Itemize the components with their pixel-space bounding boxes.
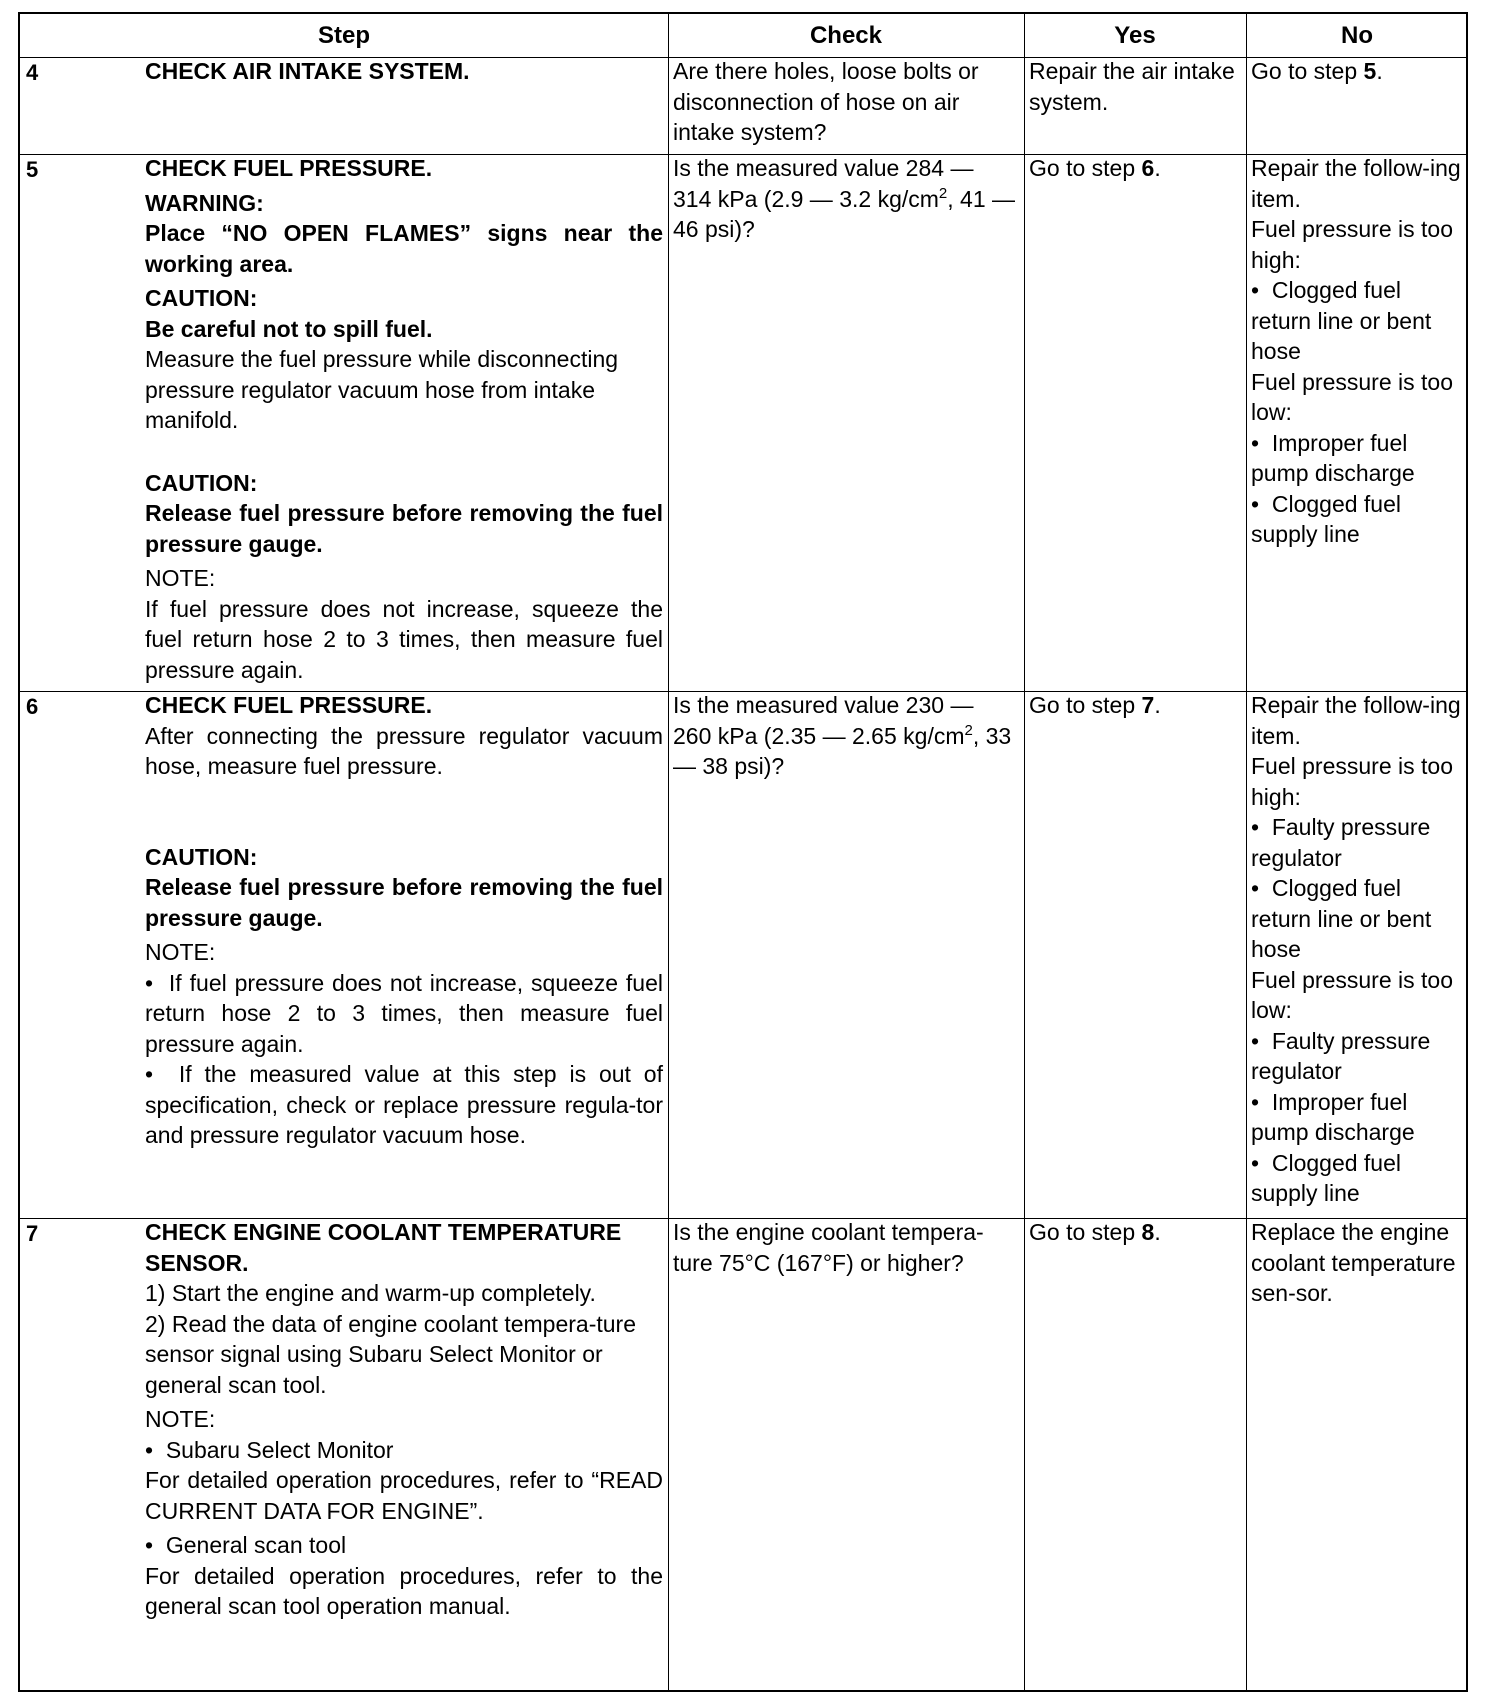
no-bullet: • Clogged fuel supply line	[1251, 489, 1463, 550]
step-number: 7	[26, 1221, 39, 1246]
no-line: Fuel pressure is too low:	[1251, 966, 1453, 1023]
yes-prefix: Go to step	[1029, 1219, 1142, 1245]
note-bullet: • General scan tool	[145, 1530, 663, 1561]
no-bullet: • Faulty pressure regulator	[1251, 1026, 1463, 1087]
yes-action	[1029, 690, 1241, 721]
no-line: Fuel pressure is too low:	[1251, 368, 1453, 425]
check-text: , 41 — 46 psi)?	[673, 185, 1016, 242]
step-title: CHECK ENGINE COOLANT TEMPERATURE SENSOR.	[145, 1219, 622, 1276]
column-divider	[668, 14, 669, 1690]
note-bullet: • If fuel pressure does not increase, squeeze fuel return hose 2 to 3 times, then measure fuel pressure again.	[145, 968, 663, 1060]
caution-text: Release fuel pressure before removing the fuel pressure gauge.	[145, 500, 663, 557]
check-question	[673, 153, 1018, 245]
caution-text: Be careful not to spill fuel.	[145, 315, 433, 342]
no-line: Repair the follow-ing item.	[1251, 155, 1461, 212]
yes-prefix: Go to step	[1029, 692, 1142, 718]
note-text: For detailed operation procedures, refer to the general scan tool operation manual.	[145, 1562, 663, 1619]
no-action: Replace the engine coolant temperature sen-sor.	[1251, 1219, 1456, 1306]
procedure-step: 2) Read the data of engine coolant tempera-ture sensor signal using Subaru Select Monitor or general scan tool.	[145, 1310, 636, 1398]
step-number: 6	[26, 694, 39, 719]
header-step: Step	[317, 21, 370, 49]
step-content	[145, 56, 663, 87]
step-body: After connecting the pressure regulator vacuum hose, measure fuel pressure.	[145, 722, 663, 779]
step-reference: 8	[1141, 1219, 1155, 1245]
note-text: For detailed operation procedures, refer to “READ CURRENT DATA FOR ENGINE”.	[145, 1467, 663, 1524]
check-text: Is the measured value 284 — 314 kPa (2.9 — 3.2 kg/cm	[673, 155, 974, 212]
step-number: 4	[26, 60, 39, 85]
no-bullet: • Improper fuel pump discharge	[1251, 1087, 1463, 1148]
yes-action	[1029, 153, 1241, 184]
caution-text: Release fuel pressure before removing the fuel pressure gauge.	[145, 874, 663, 931]
yes-suffix: .	[1154, 692, 1161, 718]
yes-suffix: .	[1154, 155, 1161, 181]
no-bullet: • Clogged fuel supply line	[1251, 1148, 1463, 1209]
step-title: CHECK FUEL PRESSURE.	[145, 155, 433, 181]
note-bullet: • If the measured value at this step is out of specification, check or replace pressure regula-tor and pressure regulator vacuum hose.	[145, 1059, 663, 1151]
check-question: Are there holes, loose bolts or disconnection of hose on air intake system?	[673, 58, 979, 145]
yes-action: Repair the air intake system.	[1029, 58, 1235, 115]
header-yes: Yes	[1114, 21, 1156, 49]
check-question	[673, 690, 1018, 782]
step-content	[145, 153, 663, 685]
no-line: Fuel pressure is too high:	[1251, 753, 1453, 810]
warning-label: WARNING:	[145, 189, 264, 216]
header-no: No	[1341, 21, 1373, 49]
note-text: If fuel pressure does not increase, squeeze the fuel return hose 2 to 3 times, then measure fuel pressure again.	[145, 595, 663, 683]
step-reference: 7	[1141, 692, 1155, 718]
caution-label: CAUTION:	[145, 469, 258, 496]
note-bullet: • Subaru Select Monitor	[145, 1435, 663, 1466]
no-action	[1251, 153, 1463, 550]
procedure-step: 1) Start the engine and warm-up completely.	[145, 1280, 596, 1306]
no-bullet: • Clogged fuel return line or bent hose	[1251, 275, 1463, 367]
superscript: 2	[964, 721, 973, 739]
step-title: CHECK FUEL PRESSURE.	[145, 692, 433, 718]
step-content	[145, 690, 663, 1151]
no-prefix: Go to step	[1251, 58, 1364, 84]
check-question: Is the engine coolant tempera-ture 75°C (167°F) or higher?	[673, 1219, 984, 1276]
step-reference: 5	[1363, 58, 1377, 84]
step-number: 5	[26, 157, 39, 182]
no-bullet: • Improper fuel pump discharge	[1251, 428, 1463, 489]
step-content	[145, 1217, 663, 1622]
no-action	[1251, 690, 1463, 1209]
yes-action	[1029, 1217, 1241, 1248]
yes-suffix: .	[1154, 1219, 1161, 1245]
superscript: 2	[938, 184, 948, 202]
caution-label: CAUTION:	[145, 285, 258, 311]
note-label: NOTE:	[145, 1406, 216, 1432]
check-text: Is the measured value 230 — 260 kPa (2.35 — 2.65 kg/cm	[673, 692, 974, 749]
step-title: CHECK AIR INTAKE SYSTEM.	[145, 58, 470, 84]
no-bullet: • Clogged fuel return line or bent hose	[1251, 873, 1463, 965]
header-check: Check	[809, 21, 883, 49]
no-suffix: .	[1376, 58, 1383, 84]
note-label: NOTE:	[145, 565, 216, 591]
note-label: NOTE:	[145, 939, 216, 965]
diagnostic-table	[18, 12, 1468, 1692]
check-text: , 33 — 38 psi)?	[673, 722, 1012, 779]
yes-prefix: Go to step	[1029, 155, 1142, 181]
step-reference: 6	[1141, 155, 1155, 181]
caution-label: CAUTION:	[145, 843, 258, 870]
no-line: Repair the follow-ing item.	[1251, 692, 1461, 749]
no-line: Fuel pressure is too high:	[1251, 216, 1453, 273]
step-body: Measure the fuel pressure while disconnecting pressure regulator vacuum hose from intake manifold.	[145, 346, 619, 433]
column-divider	[1246, 14, 1247, 1690]
column-divider	[1024, 14, 1025, 1690]
no-action	[1251, 56, 1463, 87]
no-bullet: • Faulty pressure regulator	[1251, 812, 1463, 873]
warning-text: Place “NO OPEN FLAMES” signs near the working area.	[145, 220, 663, 277]
